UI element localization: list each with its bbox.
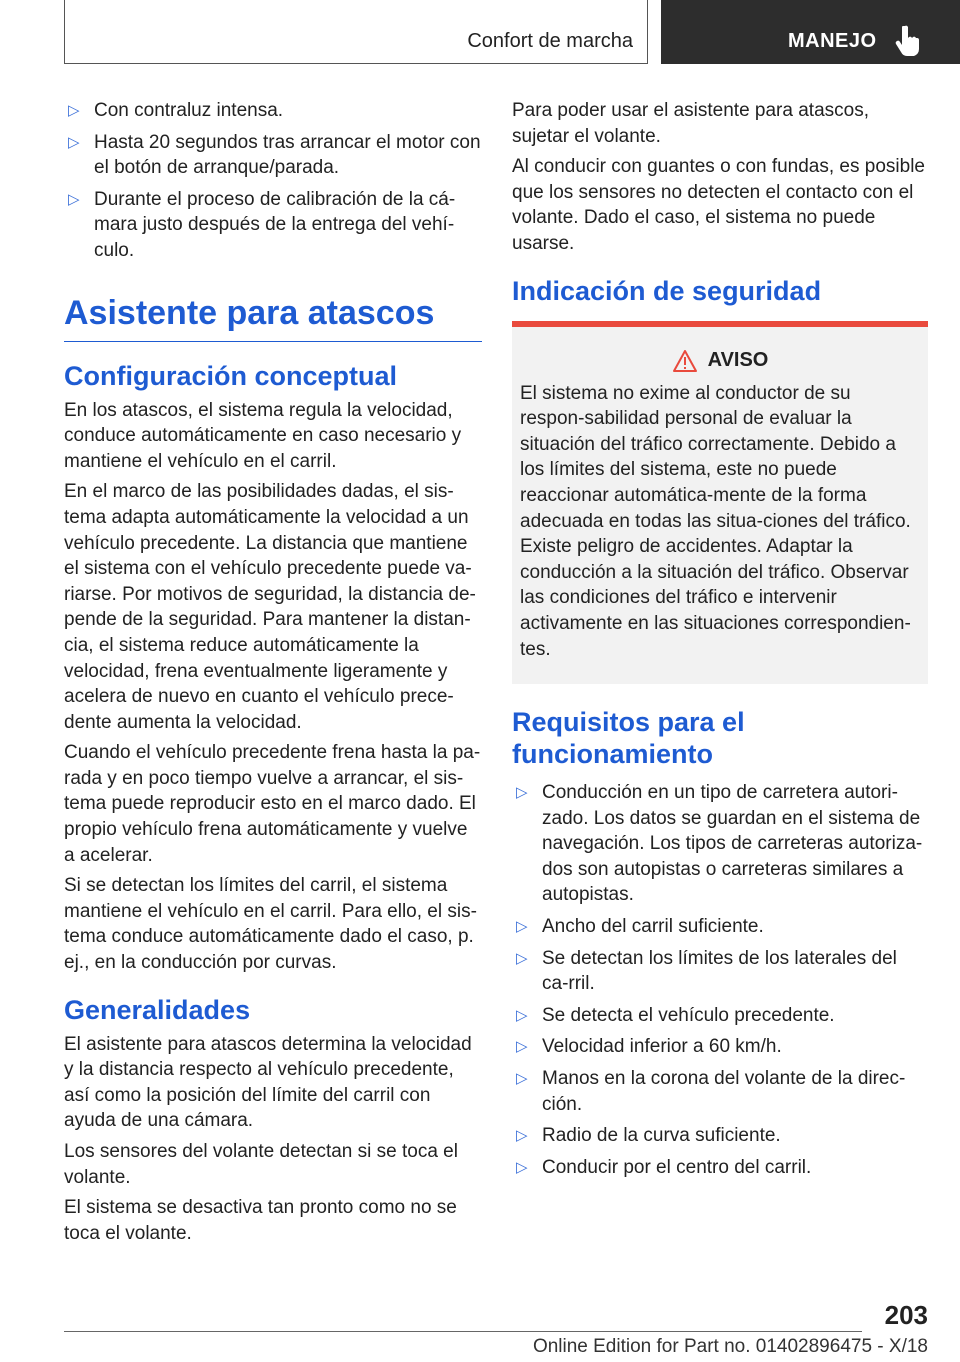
header-section-title: Confort de marcha bbox=[467, 30, 633, 52]
bullet-triangle-icon: ▷ bbox=[516, 1070, 528, 1088]
list-item-text: Con contraluz intensa. bbox=[94, 100, 284, 121]
list-item-text: Ancho del carril suficiente. bbox=[542, 916, 764, 938]
list-item bbox=[512, 946, 928, 997]
list-item bbox=[512, 1155, 928, 1181]
chapter-heading: Asistente para atascos bbox=[64, 294, 482, 342]
paragraph: El asistente para atascos determina la velocidad y la distancia respecto al vehículo precedente, así como la posición del límite del carril con ayuda de una cámara. bbox=[64, 1033, 472, 1132]
footer-divider bbox=[64, 1331, 862, 1332]
section-heading-generalidades: Generalidades bbox=[64, 994, 251, 1025]
list-item bbox=[512, 1066, 928, 1117]
warning-box bbox=[512, 321, 928, 685]
warning-text: El sistema no exime al conductor de su respon-sabilidad personal de evaluar la situación del tráfico correctamente. Debido a los límites del sistema, este no puede reaccionar automática-mente de la forma adecuada en todas las situa-ciones del tráfico. Existe peligro de accidentes. Adaptar la conducción a la situación del tráfico. Observar las condiciones del tráfico e intervenir activamente en las situaciones correspondien-tes. bbox=[520, 382, 911, 660]
bullet-triangle-icon: ▷ bbox=[516, 918, 528, 936]
list-item bbox=[512, 1034, 928, 1060]
list-item-text: Radio de la curva suficiente. bbox=[542, 1125, 781, 1147]
paragraph: Si se detectan los límites del carril, el sistema mantiene el vehículo en el carril. Para ello, el sis-tema conduce automáticamente dado el caso, p. ej., en la conducción por curvas. bbox=[64, 875, 477, 974]
list-item bbox=[512, 914, 928, 940]
paragraphs-volante bbox=[512, 98, 928, 257]
page-number: 203 bbox=[884, 1300, 928, 1330]
list-item-text: Velocidad inferior a 60 km/h. bbox=[542, 1036, 782, 1058]
list-item-text: Hasta 20 segundos tras arrancar el motor con el botón de arranque/parada. bbox=[94, 131, 481, 179]
paragraph: Para poder usar el asistente para atascos, sujetar el volante. bbox=[512, 100, 869, 147]
hand-pointer-icon bbox=[895, 24, 923, 58]
footer-edition: Online Edition for Part no. 01402896475 - X/18 bbox=[532, 1336, 928, 1357]
header-section-box bbox=[64, 0, 648, 64]
header-chapter-title: MANEJO bbox=[788, 30, 877, 52]
bullet-triangle-icon: ▷ bbox=[516, 1006, 528, 1024]
section-heading-requisitos: Requisitos para el funcionamiento bbox=[512, 707, 745, 770]
paragraph: En el marco de las posibilidades dadas, el sis-tema adapta automáticamente la velocidad a un vehículo precedente. La distancia que mantiene el sistema con el vehículo precedente puede va-riarse. Por motivos de seguridad, la distancia de-pende de la seguridad. Para mantener la distan-cia, el sistema reduce automáticamente la velocidad, frena eventualmente ligeramente y acelera de nuevo en cuanto el vehículo prece-dente aumenta la velocidad. bbox=[64, 481, 476, 733]
paragraph: Al conducir con guantes o con fundas, es posible que los sensores no detecten el contacto con el volante. Dado el caso, el sistema no puede usarse. bbox=[512, 156, 925, 254]
header-chapter-box bbox=[661, 0, 960, 64]
warning-triangle-icon bbox=[672, 349, 698, 373]
list-item-text: Manos en la corona del volante de la direc-ción. bbox=[542, 1068, 906, 1115]
section-heading-seguridad: Indicación de seguridad bbox=[512, 275, 822, 306]
paragraphs-configuracion bbox=[64, 398, 482, 976]
warning-title: AVISO bbox=[707, 349, 769, 372]
bullet-triangle-icon: ▷ bbox=[516, 949, 528, 967]
bullet-triangle-icon: ▷ bbox=[516, 784, 528, 802]
paragraph: Cuando el vehículo precedente frena hasta la pa-rada y en poco tiempo vuelve a arrancar, el sis-tema puede reproducir esto en el marco dado. El propio vehículo frena automáticamente y vuelve a acelerar. bbox=[64, 742, 481, 866]
list-item-text: Conducir por el centro del carril. bbox=[542, 1156, 812, 1178]
bullet-triangle-icon: ▷ bbox=[516, 1038, 528, 1056]
list-item bbox=[64, 130, 482, 181]
bullet-triangle-icon: ▷ bbox=[516, 1158, 528, 1176]
bullet-triangle-icon: ▷ bbox=[68, 133, 80, 151]
list-item-text: Se detectan los límites de los laterales del ca-rril. bbox=[542, 947, 897, 995]
list-item-text: Se detecta el vehículo precedente. bbox=[542, 1004, 835, 1026]
paragraph: El sistema se desactiva tan pronto como no se toca el volante. bbox=[64, 1197, 457, 1244]
bullet-triangle-icon: ▷ bbox=[516, 1127, 528, 1145]
section-heading-configuracion: Configuración conceptual bbox=[64, 360, 398, 391]
list-item bbox=[512, 1003, 928, 1029]
right-column bbox=[512, 98, 928, 1186]
list-item bbox=[64, 187, 482, 264]
bullet-triangle-icon: ▷ bbox=[68, 190, 80, 208]
paragraphs-generalidades bbox=[64, 1032, 482, 1247]
list-item bbox=[512, 1123, 928, 1149]
paragraph: Los sensores del volante detectan si se toca el volante. bbox=[64, 1141, 458, 1188]
bullet-triangle-icon: ▷ bbox=[68, 102, 80, 119]
left-column bbox=[64, 98, 482, 1251]
warning-title-row bbox=[520, 349, 920, 373]
paragraph: En los atascos, el sistema regula la velocidad, conduce automáticamente en caso necesario y mantiene el vehículo en el carril. bbox=[64, 399, 462, 472]
left-bullet-list bbox=[64, 98, 482, 264]
requirements-bullet-list bbox=[512, 780, 928, 1180]
list-item bbox=[512, 780, 928, 908]
list-item bbox=[64, 98, 482, 124]
list-item-text: Durante el proceso de calibración de la cá-mara justo después de la entrega del vehí-culo. bbox=[94, 188, 456, 261]
list-item-text: Conducción en un tipo de carretera autori-zado. Los datos se guardan en el sistema de navegación. Los tipos de carreteras autoriza-dos son autopistas o carreteras similares a autopistas. bbox=[542, 782, 923, 906]
